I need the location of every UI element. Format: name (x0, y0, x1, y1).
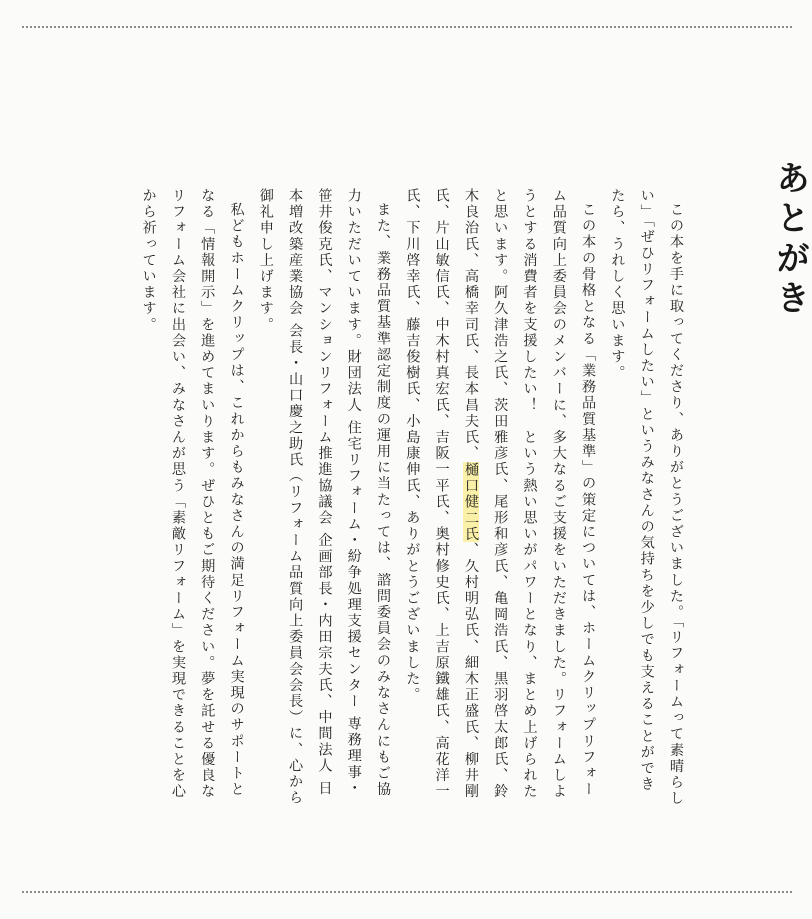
paragraph-1: この本を手に取ってくださり、ありがとうございました。「リフォームって素晴らしい」「ぜひリフォームしたい」というみなさんの気持ちを少しでも支えることができたら、うれしく思います。 (609, 188, 684, 807)
page-title: あとがき (769, 160, 810, 320)
top-dotted-divider (22, 26, 792, 28)
afterword-body (46, 188, 690, 808)
paragraph-3: また、業務品質基準認定制度の運用に当たっては、諮問委員会のみなさんにもご協力いただいています。財団法人 住宅リフォーム・紛争処理支援センター 専務理事・笹井俊克氏、マンションリフォーム推進協議会 企画部長・内田宗夫氏、中間法人 日本増改築産業協会 会長・山口慶之助氏（リフォーム品質向上委員会会長）に、心から御礼申し上げます。 (257, 188, 392, 807)
highlighted-name: 樋口健二氏 (462, 461, 479, 543)
paragraph-4: 私どもホームクリップは、これからもみなさんの満足リフォーム実現のサポートとなる「情報開示」を進めてまいります。ぜひともご期待ください。夢を託せる優良なリフォーム会社に出会い、みなさんが思う「素敵リフォーム」を実現できることを心から祈っています。 (140, 188, 245, 800)
bottom-dotted-divider (22, 891, 792, 893)
paragraph-2-tail: 、久村明弘氏、細木正盛氏、柳井剛氏、片山敏信氏、中木村真宏氏、吉阪一平氏、奥村修史氏、上吉原鐵雄氏、高花洋一氏、下川啓幸氏、藤吉俊樹氏、小島康伸氏、ありがとうございました。 (404, 188, 479, 800)
paragraph-2 (397, 188, 602, 808)
paragraph-2-text: この本の骨格となる「業務品質基準」の策定については、ホームクリップリフォーム品質向上委員会のメンバーに、多大なるご支援をいただきました。リフォームしようとする消費者を支援したい！ という熱い思いがパワーとなり、まとめ上げられたと思います。阿久津浩之氏、茨田雅彦氏、尾形和彦氏、亀岡浩氏、黒羽啓太郎氏、鈴木良治氏、高橋幸司氏、長本昌夫氏、 (462, 188, 597, 800)
